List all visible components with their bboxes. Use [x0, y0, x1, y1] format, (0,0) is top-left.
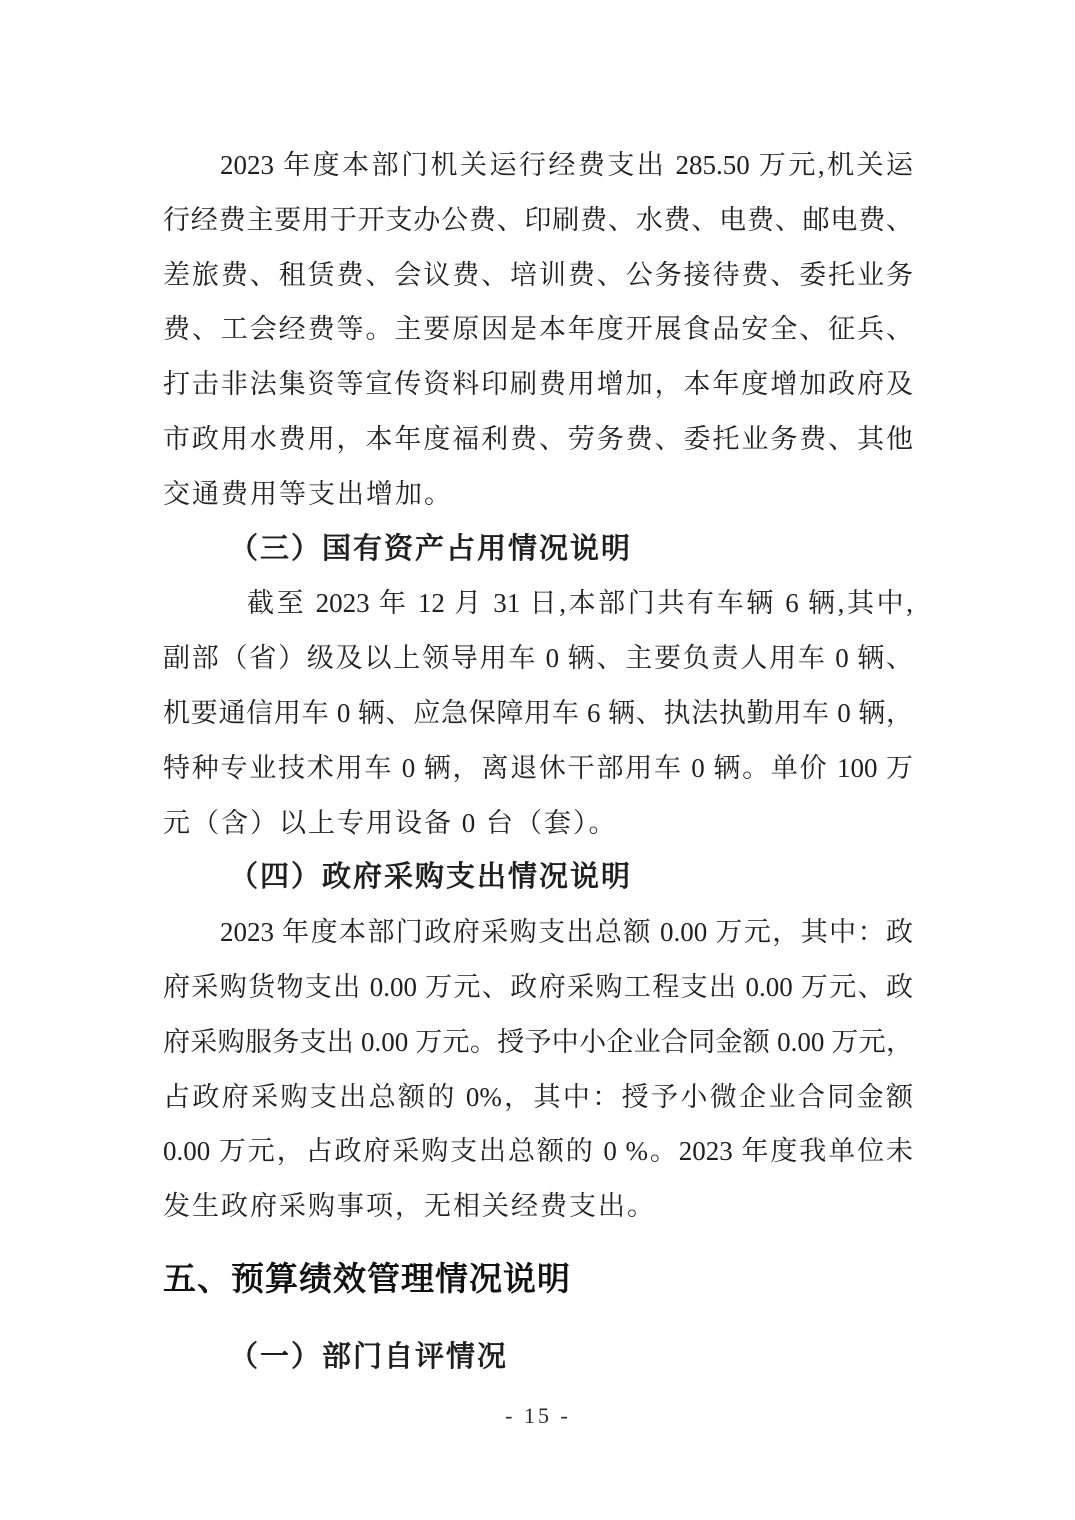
text-line: 市政用水费用，本年度福利费、劳务费、委托业务费、其他: [163, 423, 913, 454]
heading-performance-management: 五、预算绩效管理情况说明: [163, 1259, 571, 1297]
paragraph-procurement: [163, 905, 913, 1234]
paragraph-operating-expenses: [163, 138, 913, 522]
text-line: 府采购服务支出 0.00 万元。授予中小企业合同金额 0.00 万元，: [163, 1026, 913, 1057]
text-line: 2023 年度本部门政府采购支出总额 0.00 万元，其中：政: [220, 917, 913, 948]
text-line: 2023 年度本部门机关运行经费支出 285.50 万元,机关运: [220, 150, 913, 180]
text-line: 机要通信用车 0 辆、应急保障用车 6 辆、执法执勤用车 0 辆，: [163, 697, 913, 728]
text-line: 占政府采购支出总额的 0%，其中：授予小微企业合同金额: [163, 1081, 913, 1112]
page-number: - 15 -: [505, 1402, 571, 1428]
text-line: 元（含）以上专用设备 0 台（套）。: [163, 807, 618, 838]
text-line: 发生政府采购事项，无相关经费支出。: [163, 1191, 656, 1222]
text-line: 行经费主要用于开支办公费、印刷费、水费、电费、邮电费、: [163, 204, 913, 235]
text-line: 费、工会经费等。主要原因是本年度开展食品安全、征兵、: [163, 314, 913, 345]
text-line: 副部（省）级及以上领导用车 0 辆、主要负责人用车 0 辆、: [163, 643, 913, 674]
heading-procurement: （四）政府采购支出情况说明: [229, 861, 633, 894]
text-line: 0.00 万元，占政府采购支出总额的 0 %。2023 年度我单位未: [163, 1136, 913, 1167]
text-line: 交通费用等支出增加。: [163, 478, 453, 509]
text-line: 府采购货物支出 0.00 万元、政府采购工程支出 0.00 万元、政: [163, 971, 913, 1002]
heading-state-assets: （三）国有资产占用情况说明: [229, 532, 633, 565]
text-line: 截至 2023 年 12 月 31 日,本部门共有车辆 6 辆,其中,: [247, 588, 913, 619]
heading-self-evaluation: （一）部门自评情况: [229, 1340, 509, 1373]
text-line: 差旅费、租赁费、会议费、培训费、公务接待费、委托业务: [163, 259, 913, 290]
text-line: 打击非法集资等宣传资料印刷费用增加，本年度增加政府及: [163, 369, 913, 400]
text-line: 特种专业技术用车 0 辆，离退休干部用车 0 辆。单价 100 万: [163, 752, 913, 783]
paragraph-vehicles: [163, 576, 913, 850]
